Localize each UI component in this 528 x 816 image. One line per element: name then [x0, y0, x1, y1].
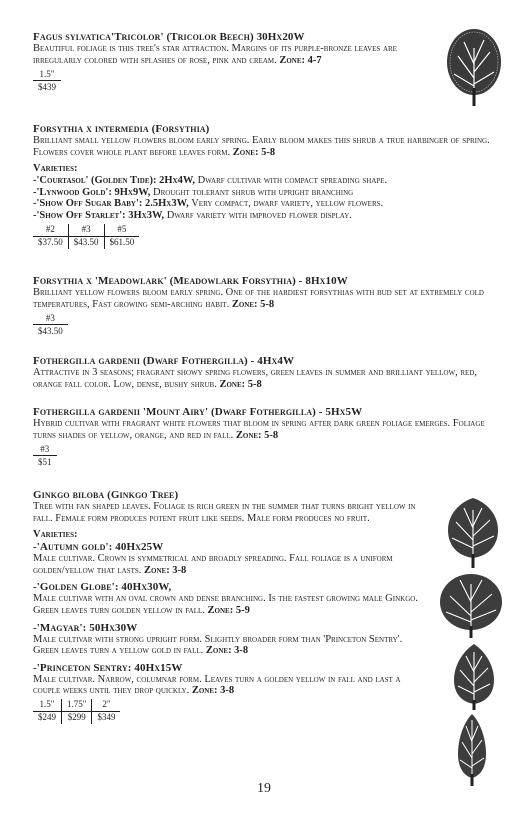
price-table [33, 68, 61, 93]
description-text: Brilliant small yellow flowers bloom early spring. Early bloom makes this shrub a true harbinger of spring. Flowers cover whole plant before leaves form. [33, 135, 490, 158]
price-cell: $43.50 [68, 236, 104, 249]
tricolor-beech-tree-icon [444, 28, 504, 108]
entry-description [33, 367, 503, 390]
zone: Zone: 4-7 [279, 54, 322, 66]
description-text: Male cultivar. Narrow, columnar form. Leaves turn a golden yellow in fall and last a couple weeks until they drop quickly. [33, 673, 401, 697]
variety-text: Drought tolerant shrub with upright branching [150, 186, 354, 198]
description-text: Hybrid cultivar with fragrant white flowers that bloom in spring after dark green foliage emerges. Foliage turns shades of yellow, orange, and red in fall. [33, 418, 485, 441]
size-cell: 1.5" [33, 68, 61, 81]
entry-description [33, 43, 425, 66]
size-cell: #3 [33, 443, 57, 456]
price-cell: $51 [38, 456, 52, 467]
size-cell: 2" [92, 699, 121, 712]
meadowlark-entry [33, 275, 503, 337]
price-cell: $37.50 [38, 237, 63, 248]
variety-text: Very compact, dwarf variety, yellow flowers. [188, 198, 384, 210]
variety-description [33, 634, 425, 657]
zone: Zone: 3-8 [144, 564, 187, 576]
entry-title: Ginkgo biloba (Ginkgo Tree) [33, 489, 179, 501]
variety-name: -'Show Off Starlet': 3Hx3W, [33, 209, 165, 221]
size-cell: #3 [68, 224, 104, 237]
price-table [33, 312, 68, 337]
entry-title: Forsythia x 'Meadowlark' (Meadowlark Forsythia) - 8Hx10W [33, 275, 348, 287]
magyar-tree-icon [448, 642, 500, 712]
price-table [33, 699, 120, 724]
variety-magyar [33, 622, 503, 657]
price-cell: $299 [62, 711, 92, 724]
ginkgo-entry [33, 489, 503, 724]
zone: Zone: 3-8 [191, 685, 235, 697]
price-cell: $349 [92, 711, 121, 724]
entry-title: Fagus sylvatica'Tricolor' (Tricolor Beech) 30Hx20W [33, 31, 305, 43]
variety-princeton-sentry [33, 662, 503, 697]
zone: Zone: 3-8 [205, 645, 249, 657]
entry-title: Fothergilla gardenii 'Mount Airy' (Dwarf Fothergilla) - 5Hx5W [33, 406, 363, 418]
variety-line [33, 175, 503, 187]
beech-entry [33, 31, 503, 93]
price-cell: $43.50 [38, 325, 63, 336]
variety-line [33, 210, 503, 222]
zone: Zone: 5-8 [231, 298, 275, 310]
variety-description [33, 553, 425, 576]
varieties-heading: Varieties: [33, 163, 78, 175]
variety-golden-globe [33, 581, 503, 616]
variety-name: -'Lynwood Gold': 9Hx9W, [33, 186, 151, 198]
golden-globe-tree-icon [438, 572, 504, 640]
princeton-sentry-tree-icon [450, 712, 494, 788]
forsythia-entry [33, 123, 503, 249]
variety-title: -'Magyar': 50Hx30W [33, 621, 138, 634]
entry-title: Forsythia x intermedia (Forsythia) [33, 123, 210, 135]
description-text: Brilliant yellow flowers bloom early spring. One of the hardiest forsythias with bud set at extremely cold temperatures, Fast growing semi-arching habit. [33, 287, 484, 310]
fothergilla-entry [33, 355, 503, 390]
zone: Zone: 5-8 [235, 429, 279, 441]
description-text: Beautiful foliage is this tree's star attraction. Margins of its purple-bronze leaves are irregularly colored with splashes of rose, pink and cream. [33, 43, 397, 66]
size-cell: #5 [104, 224, 139, 237]
mount-airy-entry [33, 406, 503, 468]
variety-line [33, 198, 503, 210]
price-cell: $439 [38, 81, 56, 92]
variety-name: -'Show Off Sugar Baby': 2.5Hx3W, [33, 198, 189, 210]
variety-title: -'Autumn gold': 40Hx25W [33, 541, 164, 554]
variety-autumn-gold [33, 541, 503, 576]
zone: Zone: 5-8 [219, 378, 262, 390]
description-text: Male cultivar. Crown is symmetrical and broadly spreading. Fall foliage is a uniform golden/yellow that lasts. [33, 553, 393, 576]
autumn-gold-tree-icon [442, 496, 504, 570]
variety-name: -'Courtasol' (Golden Tide): 2Hx4W, [33, 175, 196, 187]
entry-description [33, 287, 503, 310]
variety-text: Dwarf cultivar with compact spreading shape. [195, 175, 388, 187]
size-cell: #3 [33, 312, 68, 325]
size-cell: #2 [33, 224, 68, 237]
zone: Zone: 5-8 [232, 146, 276, 158]
price-cell: $249 [38, 712, 56, 723]
variety-title: -'Golden Globe': 40Hx30W, [33, 581, 172, 594]
entry-description [33, 418, 503, 441]
variety-title: -'Princeton Sentry: 40Hx15W [33, 661, 183, 674]
price-table [33, 443, 57, 468]
entry-description: Tree with fan shaped leaves. Foliage is rich green in the summer that turns bright yellow in fall. Female form produces potent fruit like seeds. Male form produces no fruit. [33, 501, 416, 524]
size-cell: 1.5" [33, 699, 62, 712]
varieties-heading: Varieties: [33, 529, 78, 541]
zone: Zone: 5-9 [207, 604, 250, 616]
variety-description [33, 593, 425, 616]
variety-line [33, 187, 503, 199]
size-cell: 1.75" [62, 699, 92, 712]
price-cell: $61.50 [104, 236, 139, 249]
page-number: 19 [257, 781, 271, 796]
description-text: Male cultivar with an oval crown and dense branching. Is the fastest growing male Ginkgo. Green leaves turn golden yellow in fall. [33, 593, 418, 616]
entry-description [33, 135, 503, 158]
price-table [33, 224, 139, 249]
description-text: Male cultivar with strong upright form. Slightly broader form than 'Princeton Sentry'. Green leaves turn a yellow gold in fall. [33, 633, 403, 657]
variety-text: Dwarf variety with improved flower display. [164, 209, 352, 221]
entry-title: Fothergilla gardenii (Dwarf Fothergilla) - 4Hx4W [33, 355, 295, 367]
variety-description [33, 674, 425, 697]
description-text: Attractive in 3 seasons; fragrant showy spring flowers, green leaves in summer and brilliant yellow, red, orange fall color. Low, dense, bushy shrub. [33, 367, 477, 390]
